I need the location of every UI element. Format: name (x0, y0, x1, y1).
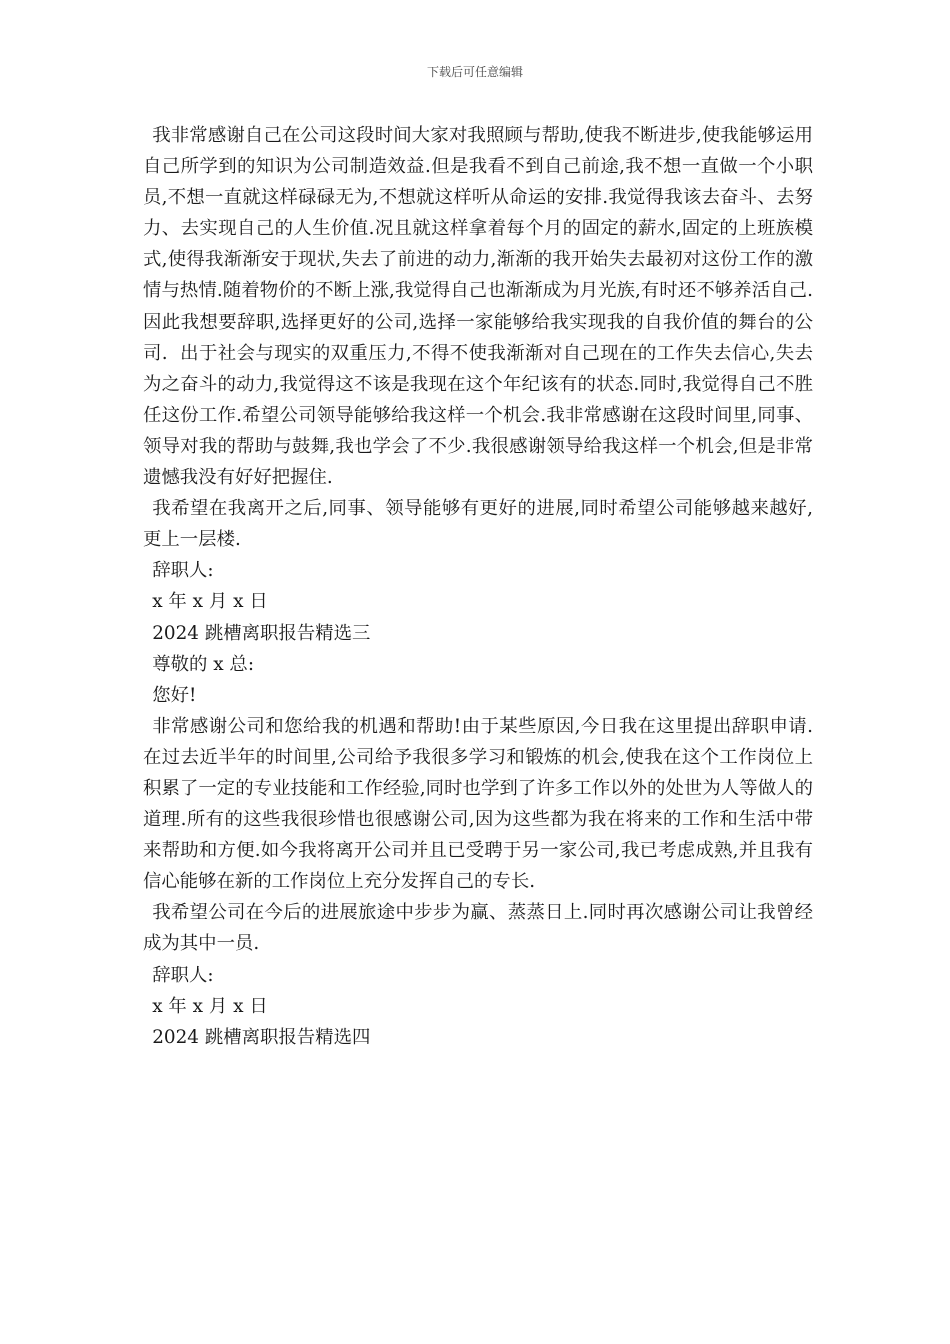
date-line: x 年 x 月 x 日 (152, 591, 268, 613)
greeting: 您好! (152, 684, 197, 706)
salutation: 尊敬的 x 总: (152, 653, 255, 675)
paragraph-thanks: 非常感谢公司和您给我的机遇和帮助!由于某些原因,今日我在这里提出辞职申请. 在过去近半年的时间里,公司给予我很多学习和锻炼的机会,使我在这个工作岗位上积累了一定的专业技能和工作经验,同时也学到了许多工作以外的处世为人等做人的道理.所有的这些我很珍惜也很感谢公司,因为这些都为我在将来的工作和生活中带来帮助和方便.如今我将离开公司并且已受聘于另一家公司,我已考虑成熟,并且我有信心能够在新的工作岗位上充分发挥自己的专长. (143, 715, 825, 893)
paragraph-wishes: 我希望在我离开之后,同事、领导能够有更好的进展,同时希望公司能够越来越好,更上一层楼. (143, 498, 813, 551)
date-line: x 年 x 月 x 日 (152, 995, 268, 1017)
paragraph-closing-wishes: 我希望公司在今后的进展旅途中步步为赢、蒸蒸日上.同时再次感谢公司让我曾经成为其中一员. (143, 902, 813, 955)
section-title-3: 2024 跳槽离职报告精选三 (152, 622, 371, 644)
page-header: 下载后可任意编辑 (426, 65, 523, 79)
document-body (143, 120, 825, 1053)
signature-label: 辞职人: (152, 964, 214, 986)
section-title-4: 2024 跳槽离职报告精选四 (152, 1026, 371, 1048)
signature-label: 辞职人: (152, 560, 214, 582)
paragraph-resignation-reason: 我非常感谢自己在公司这段时间大家对我照顾与帮助,使我不断进步,使我能够运用自己所学到的知识为公司制造效益.但是我看不到自己前途,我不想一直做一个小职员,不想一直就这样碌碌无为,不想就这样听从命运的安排.我觉得我该去奋斗、去努力、去实现自己的人生价值.况且就这样拿着每个月的固定的薪水,固定的上班族模式,使得我渐渐安于现状,失去了前进的动力,渐渐的我开始失去最初对这份工作的激情与热情.随着物价的不断上涨,我觉得自己也渐渐成为月光族,有时还不够养活自己.因此我想要辞职,选择更好的公司,选择一家能够给我实现我的自我价值的舞台的公司. 出于社会与现实的双重压力,不得不使我渐渐对自己现在的工作失去信心,失去为之奋斗的动力,我觉得这不该是我现在这个年纪该有的状态.同时,我觉得自己不胜任这份工作.希望公司领导能够给我这样一个机会.我非常感谢在这段时间里,同事、领导对我的帮助与鼓舞,我也学会了不少.我很感谢领导给我这样一个机会,但是非常遗憾我没有好好把握住. (143, 125, 813, 489)
